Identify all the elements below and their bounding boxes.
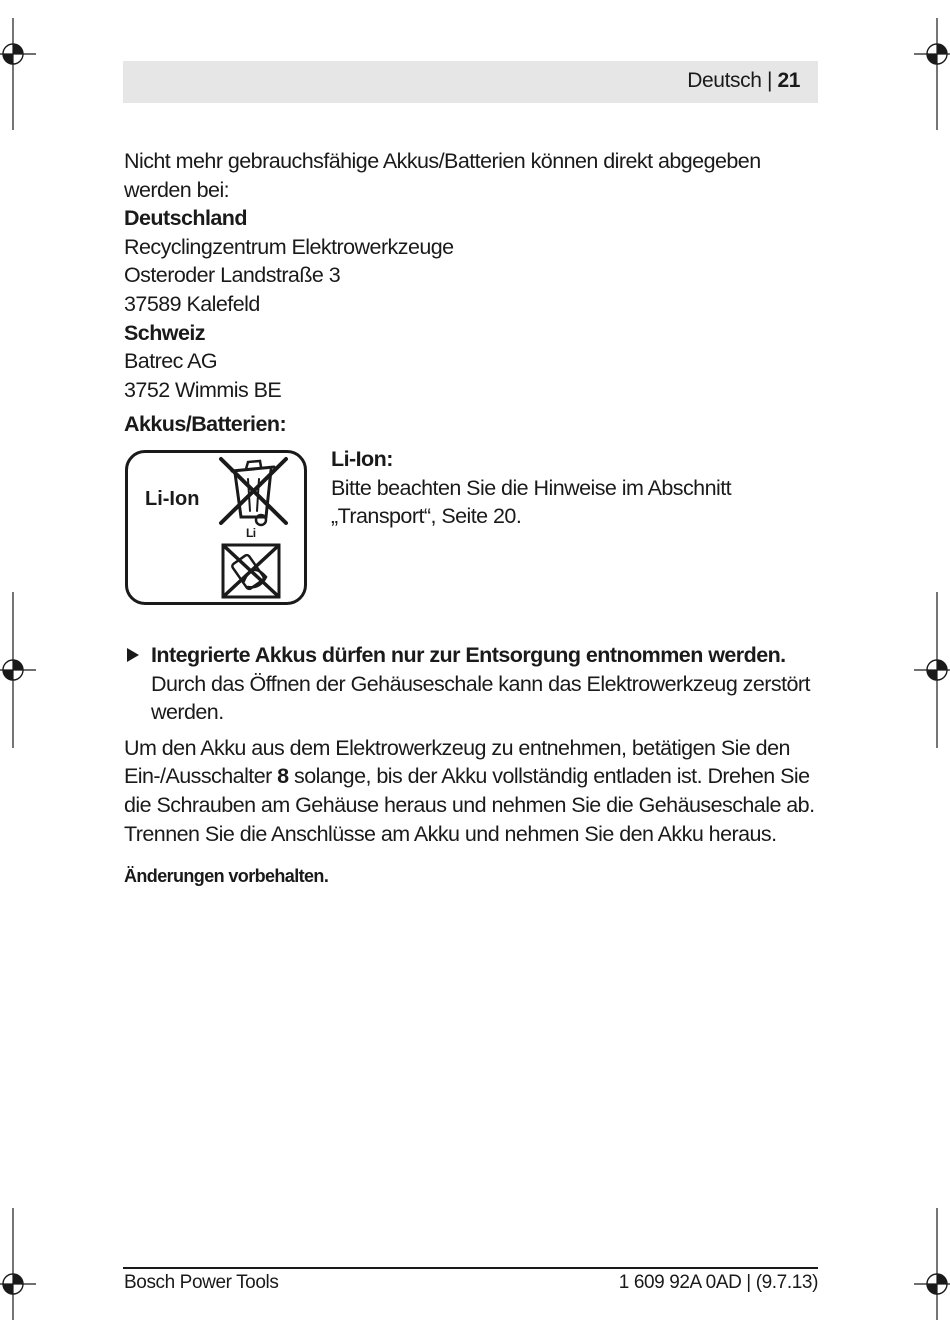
- registration-mark-bottom-left: [0, 1208, 36, 1320]
- page-number: 21: [777, 69, 800, 92]
- removal-instructions: [124, 734, 818, 848]
- page-header: [123, 61, 818, 103]
- warning-bold-text: Integrierte Akkus dürfen nur zur Entsorgung entnommen werden.: [151, 642, 786, 667]
- battery-symbol-box: [125, 450, 307, 605]
- registration-mark-mid-right: [914, 592, 950, 748]
- address-line: 3752 Wimmis BE: [124, 377, 282, 402]
- address-line: 37589 Kalefeld: [124, 291, 260, 316]
- crossed-out-battery-icon: [223, 545, 279, 597]
- country-switzerland: Schweiz: [124, 320, 205, 345]
- warning-text: Durch das Öffnen der Gehäuseschale kann das Elektrowerkzeug zerstört werden.: [151, 671, 810, 725]
- switch-number: 8: [277, 764, 289, 789]
- liion-info: [331, 445, 818, 531]
- removal-text-part2: solange, bis der Akku vollständig entladen ist. Drehen Sie die Schrauben am Gehäuse heraus und nehmen Sie die Gehäuseschale ab. Trennen Sie die Anschlüsse am Akku und nehmen Sie den Akku heraus.: [124, 764, 815, 846]
- liion-heading: Li-Ion:: [331, 446, 393, 471]
- address-line: Osteroder Landstraße 3: [124, 263, 341, 288]
- intro-text: Nicht mehr gebrauchsfähige Akkus/Batterien können direkt abgegeben werden bei:: [124, 149, 761, 202]
- registration-mark-top-left: [0, 18, 36, 130]
- warning-item: [124, 641, 818, 727]
- liion-symbol-label: Li-Ion: [145, 487, 200, 510]
- address-line: Batrec AG: [124, 349, 218, 374]
- footer-divider: [123, 1267, 818, 1269]
- main-content: [124, 147, 818, 891]
- footer-publisher: Bosch Power Tools: [124, 1272, 279, 1293]
- footer-doc-number: 1 609 92A 0AD | (9.7.13): [618, 1272, 818, 1293]
- country-germany: Deutschland: [124, 206, 247, 231]
- crossed-out-wheeled-bin-icon: [221, 459, 286, 525]
- registration-mark-bottom-right: [914, 1208, 950, 1320]
- batteries-heading: Akkus/Batterien:: [124, 412, 287, 437]
- header-language: Deutsch: [687, 69, 762, 92]
- header-separator: |: [766, 69, 772, 92]
- liion-transport-note: Bitte beachten Sie die Hinweise im Abschnitt „Transport“, Seite 20.: [331, 475, 732, 529]
- disposal-symbols: [128, 453, 304, 602]
- registration-mark-mid-left: [0, 592, 36, 748]
- address-line: Recyclingzentrum Elektrowerkzeuge: [124, 234, 454, 259]
- registration-mark-top-right: [914, 18, 950, 130]
- battery-disposal-section: [124, 445, 818, 633]
- arrow-bullet-icon: [127, 648, 139, 662]
- header-text: [687, 69, 800, 93]
- changes-note: Änderungen vorbehalten.: [124, 866, 329, 887]
- li-sub-label: Li: [246, 525, 256, 540]
- removal-text-part1: Um den Akku aus dem Elektrowerkzeug zu entnehmen, betätigen Sie den Ein-/Ausschalter: [124, 735, 790, 789]
